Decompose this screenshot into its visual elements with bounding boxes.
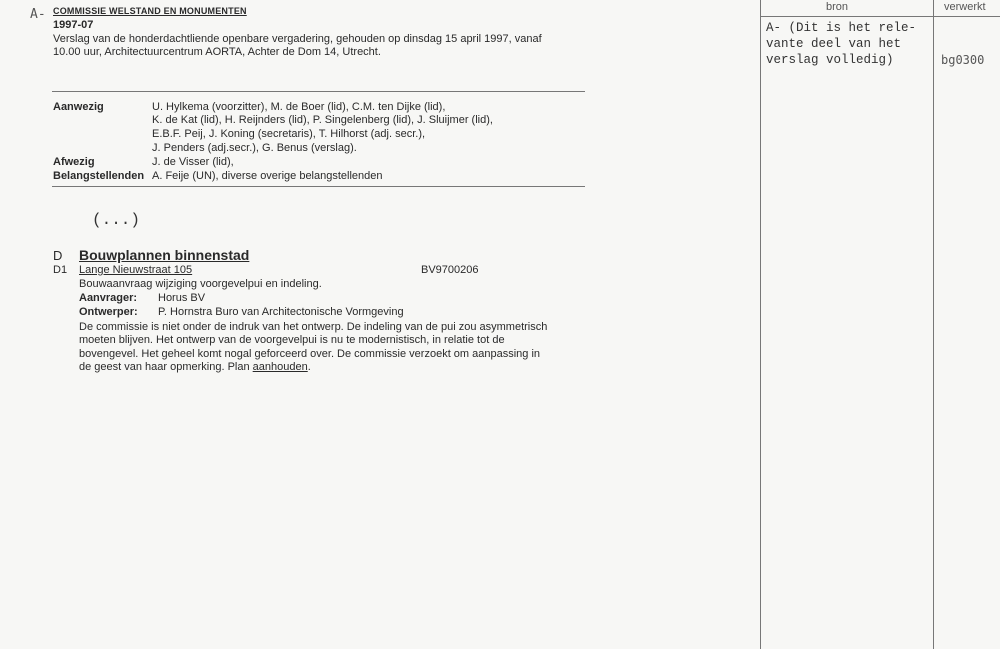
body-line: moeten blijven. Het ontwerp van de voorgevelpui is nu te modernistisch, in relatie tot de <box>79 334 505 346</box>
section-title: Bouwplannen binnenstad <box>79 247 250 263</box>
divider-top <box>52 91 585 92</box>
designer-label: Ontwerper: <box>79 306 138 318</box>
item-id: D1 <box>53 264 68 276</box>
source-note-line: A- (Dit is het rele- <box>766 21 917 35</box>
body-last-suffix: . <box>307 361 311 373</box>
applicant-label: Aanvrager: <box>79 292 138 304</box>
source-note-line: vante deel van het <box>766 37 902 51</box>
body-line: De commissie is niet onder de indruk van het ontwerp. De indeling van de pui zou asymmetrisch <box>79 321 548 333</box>
present-label: Aanwezig <box>53 101 104 113</box>
request-description: Bouwaanvraag wijziging voorgevelpui en indeling. <box>79 278 322 290</box>
meeting-number: 1997-07 <box>53 19 94 31</box>
absent-value: J. de Visser (lid), <box>152 156 234 168</box>
item-title: Lange Nieuwstraat 105 <box>79 264 193 276</box>
section-letter: D <box>53 248 63 263</box>
sidebar-mid-rule <box>933 0 934 649</box>
report-line-1: Verslag van de honderdachtliende openbare vergadering, gehouden op dinsdag 15 april 1997, vanaf <box>53 33 542 45</box>
interested-label: Belangstellenden <box>53 170 145 182</box>
designer-value: P. Hornstra Buro van Architectonische Vormgeving <box>158 306 404 318</box>
processed-code: bg0300 <box>941 53 985 67</box>
margin-letter-a: A- <box>30 7 46 22</box>
body-last-prefix: de geest van haar opmerking. Plan <box>79 361 253 373</box>
column-header-bron: bron <box>826 1 849 13</box>
postpone-decision: aanhouden <box>252 361 308 373</box>
body-line: bovengevel. Het geheel komt nogal geforceerd over. De commissie verzoekt om aanpassing in <box>79 348 541 360</box>
file-number: BV9700206 <box>421 264 479 276</box>
present-line: J. Penders (adj.secr.), G. Benus (verslag). <box>152 142 357 154</box>
applicant-value: Horus BV <box>158 292 206 304</box>
source-note-line: verslag volledig) <box>766 53 894 67</box>
present-line: U. Hylkema (voorzitter), M. de Boer (lid), C.M. ten Dijke (lid), <box>152 101 446 113</box>
divider-bottom <box>52 186 585 187</box>
sidebar-header-rule <box>760 16 1000 17</box>
report-line-2: 10.00 uur, Architectuurcentrum AORTA, Achter de Dom 14, Utrecht. <box>53 46 381 58</box>
absent-label: Afwezig <box>53 156 95 168</box>
body-line-last <box>79 361 311 374</box>
omission-ellipsis: (...) <box>92 211 141 229</box>
commission-title: COMMISSIE WELSTAND EN MONUMENTEN <box>53 6 247 16</box>
interested-value: A. Feije (UN), diverse overige belangstellenden <box>152 170 383 182</box>
column-header-verwerkt: verwerkt <box>944 1 986 13</box>
present-line: E.B.F. Peij, J. Koning (secretaris), T. Hilhorst (adj. secr.), <box>152 128 426 140</box>
sidebar-left-rule <box>760 0 761 649</box>
present-line: K. de Kat (lid), H. Reijnders (lid), P. Singelenberg (lid), J. Sluijmer (lid), <box>152 114 493 126</box>
